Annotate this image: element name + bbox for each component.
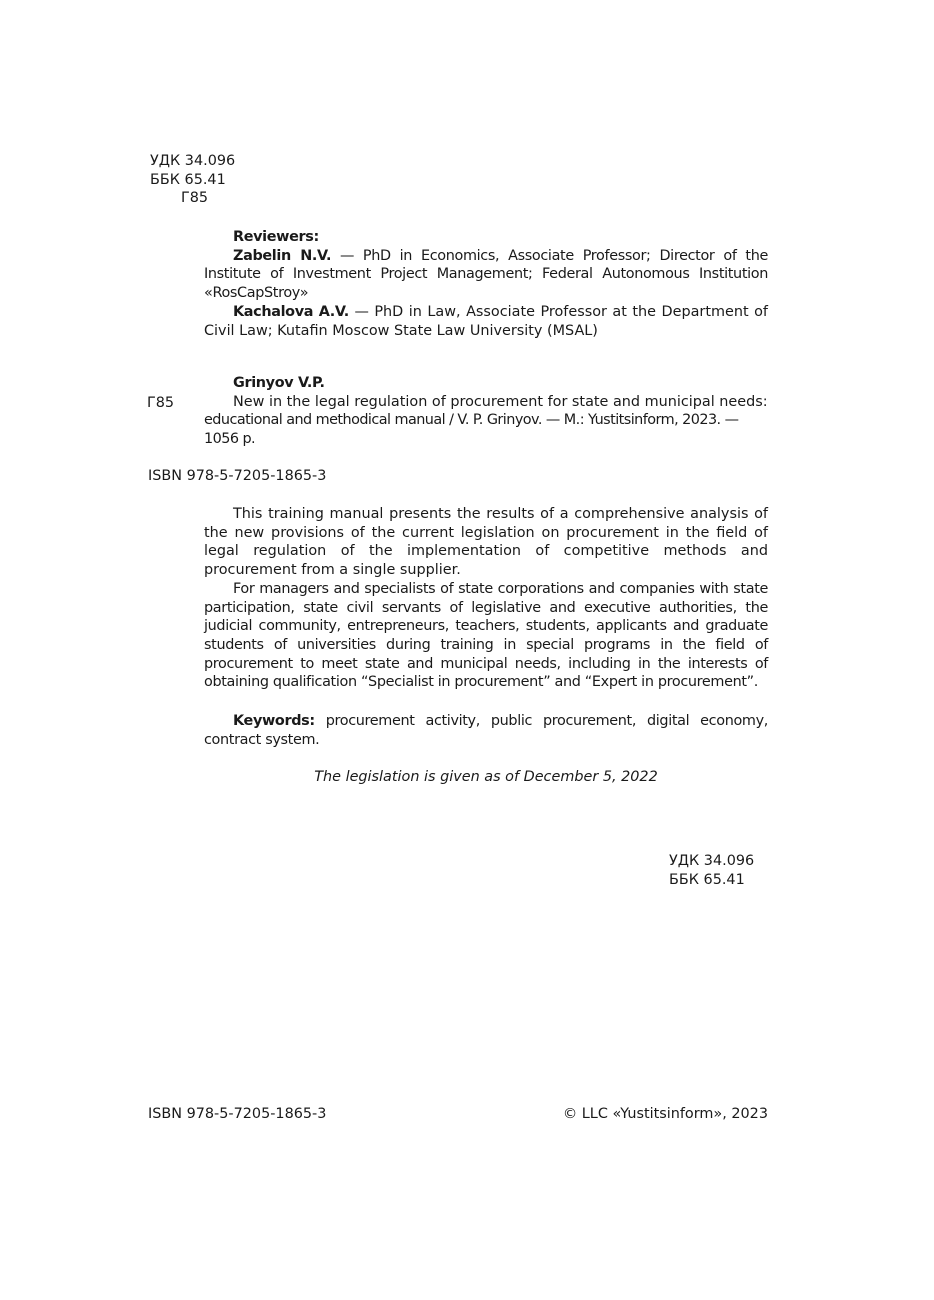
- legislation-date-note: The legislation is given as of December 5, 2022: [314, 769, 658, 785]
- udk-code-top: УДК 34.096: [150, 153, 236, 169]
- reviewer-name: Kachalova A.V.: [233, 303, 349, 320]
- reviewers-block: [204, 228, 768, 340]
- bbk-code-bottom: ББК 65.41: [669, 872, 745, 888]
- cutter-mark-side: Г85: [147, 395, 175, 411]
- abstract-paragraph: This training manual presents the results of a comprehensive analysis of the new provisions of the current legislation on procurement in the field of legal regulation of the implementation of competitive methods and procurement from a single supplier.: [204, 506, 768, 579]
- author-name: Grinyov V.P.: [233, 375, 325, 391]
- reviewer-entry: [204, 303, 768, 340]
- isbn-top: ISBN 978-5-7205-1865-3: [148, 468, 327, 484]
- abstract-block: [204, 505, 768, 692]
- copyright-notice: © LLC «Yustitsinform», 2023: [562, 1106, 768, 1122]
- book-details-line: educational and methodical manual / V. P. Grinyov. — M.: Yustitsinform, 2023. — 1056 p.: [204, 412, 739, 448]
- reviewer-entry: [204, 247, 768, 303]
- keywords-text: procurement activity, public procurement, digital economy, contract system.: [204, 713, 768, 748]
- isbn-bottom: ISBN 978-5-7205-1865-3: [148, 1106, 327, 1122]
- bibliographic-entry: [204, 374, 768, 449]
- cutter-code-top: Г85: [181, 190, 209, 206]
- reviewers-heading: Reviewers:: [233, 229, 319, 245]
- reviewer-description: — PhD in Law, Associate Professor at the Department of Civil Law; Kutafin Moscow State Law University (MSAL): [204, 303, 768, 339]
- book-title-line: New in the legal regulation of procurement for state and municipal needs:: [233, 393, 768, 410]
- keywords-paragraph: [204, 712, 768, 749]
- reviewer-name: Zabelin N.V.: [233, 247, 332, 264]
- udk-code-bottom: УДК 34.096: [669, 853, 755, 869]
- keywords-block: [204, 712, 768, 749]
- reviewer-description: — PhD in Economics, Associate Professor; Director of the Institute of Investment Project Management; Federal Autonomous Institution «RosCapStroy»: [204, 247, 769, 302]
- bbk-code-top: ББК 65.41: [150, 172, 226, 188]
- abstract-paragraph: For managers and specialists of state corporations and companies with state participation, state civil servants of legislative and executive authorities, the judicial community, entrepreneurs, teachers, students, applicants and graduate students of universities during training in special programs in the field of procurement to meet state and municipal needs, including in the interests of obtaining qualification “Specialist in procurement” and “Expert in procurement”.: [204, 580, 768, 691]
- keywords-label: Keywords:: [233, 713, 315, 729]
